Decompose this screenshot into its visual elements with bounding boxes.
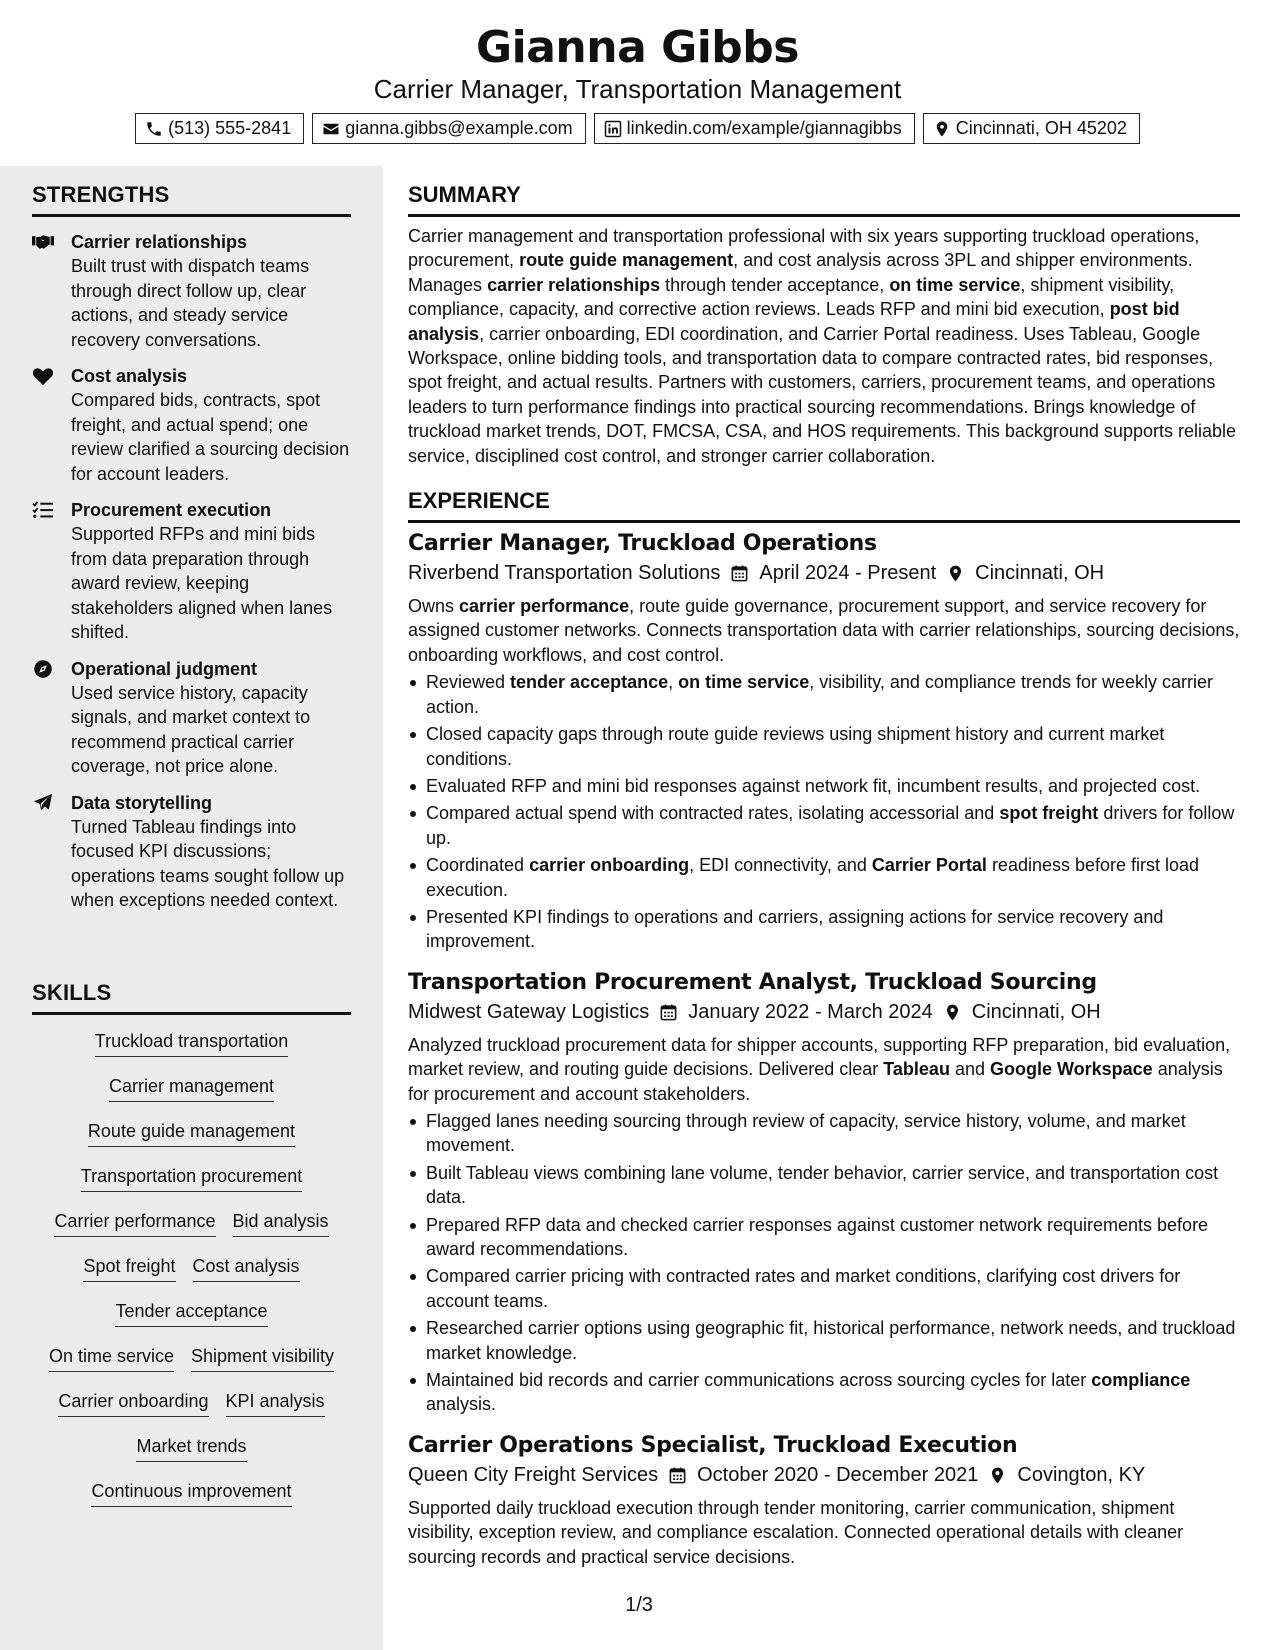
summary-text: , shipment visibility, compliance, capacity, and corrective action reviews. Leads RFP and mini bid execution, (408, 274, 1175, 320)
job-desc-text: Owns (408, 596, 460, 617)
summary-emphasis: on time service (889, 274, 1021, 295)
strength-title: Cost analysis (71, 366, 188, 386)
strength-item (32, 792, 351, 913)
experience-title: EXPERIENCE (408, 488, 1240, 523)
job-bullet (408, 1368, 1240, 1417)
job-bullet (408, 774, 1240, 798)
main-content (408, 166, 1240, 1569)
bullet-text: readiness before first load execution. (426, 855, 1200, 900)
handshake-icon (32, 232, 54, 252)
bullet-text: Built Tableau views combining lane volume, tender behavior, carrier service, and transportation cost data. (426, 1162, 1219, 1208)
bullet-text: Researched carrier options using geographic fit, historical performance, network needs, and truckload market knowledge. (426, 1318, 1236, 1363)
job-location: Cincinnati, OH (971, 1000, 1101, 1023)
skills-list (32, 1029, 351, 1524)
summary-emphasis: post bid analysis (408, 299, 1180, 344)
skill-row (32, 1389, 351, 1434)
job-desc-text: Analyzed truckload procurement data for shipper accounts, supporting RFP preparation, bid evaluation, market review, and routing guide decisions. Delivered clear (408, 1034, 1231, 1080)
skill-row (32, 1209, 351, 1254)
paper-plane-icon (32, 793, 54, 813)
job-entry (408, 1433, 1240, 1569)
contact-phone[interactable] (135, 113, 304, 144)
job-bullet (408, 905, 1240, 954)
bullet-text: Prepared RFP data and checked carrier responses against customer network requirements before award recommendations. (426, 1214, 1209, 1259)
map-pin-icon (943, 1003, 962, 1022)
strength-title: Data storytelling (71, 792, 213, 813)
skill-row (32, 1344, 351, 1389)
job-bullet (408, 670, 1240, 719)
job-bullet (408, 1161, 1240, 1210)
skill-row (32, 1029, 351, 1074)
skill-row (32, 1299, 351, 1344)
job-bullet (408, 1264, 1240, 1313)
job-bullet (408, 801, 1240, 850)
contact-bar (0, 113, 1275, 144)
bullet-emphasis: compliance (1091, 1370, 1191, 1391)
contact-location-text: Cincinnati, OH 45202 (955, 118, 1127, 138)
sidebar (0, 166, 383, 1650)
candidate-role: Carrier Manager, Transportation Management (373, 74, 902, 104)
skill-tag: Continuous improvement (91, 1479, 291, 1507)
job-desc-text: Supported daily truckload execution through tender monitoring, carrier communication, shipment visibility, exception review, and compliance escalation. Connected operational details with cleaner sourcing records and practical service decisions. (408, 1497, 1184, 1567)
skills-title: SKILLS (32, 980, 351, 1015)
skills-section (32, 980, 351, 1524)
job-bullet (408, 1109, 1240, 1158)
bullet-text: , (668, 672, 679, 693)
skill-tag: Spot freight (83, 1254, 175, 1282)
jobs-list (408, 531, 1240, 1569)
contact-email[interactable] (312, 113, 585, 144)
summary-text (408, 224, 1240, 468)
skill-tag: Carrier onboarding (58, 1389, 208, 1417)
job-location: Covington, KY (1017, 1463, 1146, 1486)
strengths-title: STRENGTHS (32, 182, 351, 217)
job-dates: April 2024 - Present (759, 562, 937, 585)
skill-row (32, 1074, 351, 1119)
skill-row (32, 1254, 351, 1299)
page-number: 1/3 (625, 1594, 653, 1616)
strength-item (32, 231, 351, 352)
skill-tag: Tender acceptance (115, 1299, 267, 1327)
job-dates: January 2022 - March 2024 (688, 1000, 933, 1023)
summary-section (408, 182, 1240, 468)
bullet-text: Compared carrier pricing with contracted rates and market conditions, clarifying cost drivers for account teams. (426, 1266, 1181, 1311)
bullet-emphasis: spot freight (999, 803, 1099, 824)
strengths-section (32, 182, 351, 913)
calendar-icon (730, 564, 749, 583)
contact-linkedin-text: linkedin.com/example/giannagibbs (626, 118, 902, 138)
strength-title: Operational judgment (71, 658, 258, 679)
bullet-text: Flagged lanes needing sourcing through review of capacity, service history, volume, and market movement. (426, 1110, 1186, 1156)
summary-text: through tender acceptance, (660, 274, 890, 295)
job-entry (408, 531, 1240, 954)
job-bullet (408, 1213, 1240, 1262)
contact-location (923, 113, 1140, 144)
strength-item (32, 658, 351, 779)
checklist-icon (32, 500, 54, 520)
job-bullet (408, 853, 1240, 902)
calendar-icon (659, 1003, 678, 1022)
job-location: Cincinnati, OH (975, 562, 1105, 585)
job-company: Queen City Freight Services (408, 1463, 659, 1486)
strength-desc: Supported RFPs and mini bids from data preparation through award review, keeping stakeholders aligned when lanes shifted. (71, 524, 333, 642)
job-desc-emphasis: Tableau (883, 1059, 950, 1080)
strength-desc: Used service history, capacity signals, and market context to recommend practical carrier coverage, not price alone. (71, 682, 311, 776)
skill-tag: Carrier performance (54, 1209, 215, 1237)
job-desc-text: analysis for procurement and account stakeholders. (408, 1059, 1223, 1104)
bullet-emphasis: on time service (678, 672, 810, 693)
contact-linkedin[interactable] (594, 113, 915, 144)
job-company: Riverbend Transportation Solutions (408, 562, 721, 585)
contact-email-text: gianna.gibbs@example.com (345, 118, 573, 138)
job-dates: October 2020 - December 2021 (697, 1463, 979, 1486)
skill-tag: Truckload transportation (95, 1029, 288, 1057)
job-bullets (408, 1109, 1240, 1417)
strength-item (32, 499, 351, 645)
skill-tag: Shipment visibility (191, 1344, 334, 1372)
summary-text: Carrier management and transportation professional with six years supporting truckload operations, procurement, (408, 226, 1200, 271)
skill-tag: Route guide management (88, 1119, 295, 1147)
job-title: Carrier Manager, Truckload Operations (408, 531, 877, 557)
skill-tag: KPI analysis (226, 1389, 325, 1417)
summary-text: , carrier onboarding, EDI coordination, and Carrier Portal readiness. Uses Tableau, Google Workspace, online bidding tools, and transportation data to compare contracted rates, bid responses, spot freight, and actual results. Partners with customers, carriers, procurement teams, and operations leaders to turn performance findings into practical sourcing recommendations. Brings knowledge of truckload market trends, DOT, FMCSA, CSA, and HOS requirements. This background supports reliable service, disciplined cost control, and stronger carrier collaboration. (408, 323, 1237, 466)
bullet-text: Coordinated (426, 855, 530, 876)
skill-tag: Market trends (136, 1434, 246, 1462)
bullet-text: Evaluated RFP and mini bid responses against network fit, incumbent results, and projected cost. (426, 775, 1201, 796)
bullet-text: , visibility, and compliance trends for weekly carrier action. (426, 672, 1214, 717)
job-bullet (408, 722, 1240, 771)
job-meta (408, 1464, 1240, 1487)
envelope-icon (322, 120, 340, 138)
bullet-text: , EDI connectivity, and (689, 855, 872, 876)
skill-tag: Carrier management (109, 1074, 274, 1102)
compass-icon (32, 659, 54, 679)
heart-icon (32, 366, 54, 386)
bullet-emphasis: tender acceptance (510, 672, 669, 693)
skill-row (32, 1164, 351, 1209)
summary-emphasis: carrier relationships (487, 274, 661, 295)
strength-title: Carrier relationships (71, 232, 248, 252)
job-description (408, 594, 1240, 667)
strength-title: Procurement execution (71, 500, 272, 520)
bullet-emphasis: carrier onboarding (529, 855, 690, 876)
map-pin-icon (988, 1466, 1007, 1485)
linkedin-icon (604, 120, 622, 138)
job-company: Midwest Gateway Logistics (408, 1000, 650, 1023)
skill-row (32, 1434, 351, 1479)
bullet-text: Maintained bid records and carrier communications across sourcing cycles for later (426, 1370, 1092, 1391)
map-pin-icon (946, 564, 965, 583)
skill-tag: On time service (49, 1344, 174, 1372)
job-title: Carrier Operations Specialist, Truckload Execution (408, 1432, 1018, 1458)
job-desc-emphasis: carrier performance (459, 596, 630, 617)
phone-icon (145, 120, 163, 138)
bullet-text: Compared actual spend with contracted rates, isolating accessorial and (426, 803, 1000, 824)
bullet-text: Closed capacity gaps through route guide reviews using shipment history and current market conditions. (426, 724, 1165, 769)
strength-desc: Compared bids, contracts, spot freight, and actual spend; one review clarified a sourcing decision for account leaders. (71, 390, 350, 484)
bullet-emphasis: Carrier Portal (871, 855, 987, 876)
summary-text: , and cost analysis across 3PL and shipper environments. Manages (408, 250, 1193, 295)
experience-section (408, 488, 1240, 1569)
skill-tag: Transportation procurement (81, 1164, 302, 1192)
job-desc-text: , route guide governance, procurement support, and service recovery for assigned customer networks. Connects transportation data with carrier relationships, sourcing decisions, onboarding workflows, and cost control. (408, 596, 1240, 665)
skill-tag: Cost analysis (193, 1254, 300, 1282)
job-desc-emphasis: Google Workspace (989, 1059, 1153, 1080)
resume-header (0, 0, 1275, 166)
job-entry (408, 970, 1240, 1417)
job-bullets (408, 670, 1240, 953)
calendar-icon (668, 1466, 687, 1485)
skill-tag: Bid analysis (233, 1209, 329, 1237)
skill-row (32, 1119, 351, 1164)
bullet-text: Reviewed (426, 672, 511, 693)
job-meta (408, 1001, 1240, 1024)
bullet-text: analysis. (426, 1394, 497, 1415)
job-meta (408, 562, 1240, 585)
skill-row (32, 1479, 351, 1524)
strength-desc: Turned Tableau findings into focused KPI discussions; operations teams sought follow up when exceptions needed context. (71, 816, 345, 910)
candidate-name: Gianna Gibbs (476, 22, 799, 73)
job-description (408, 1033, 1240, 1106)
bullet-text: Presented KPI findings to operations and carriers, assigning actions for service recovery and improvement. (426, 906, 1164, 952)
contact-phone-text: (513) 555-2841 (168, 118, 292, 138)
job-title: Transportation Procurement Analyst, Truckload Sourcing (408, 969, 1097, 995)
job-desc-text: and (949, 1059, 990, 1080)
map-pin-icon (933, 120, 951, 138)
strength-item (32, 365, 351, 486)
summary-emphasis: route guide management (519, 250, 734, 271)
job-bullet (408, 1316, 1240, 1365)
strength-desc: Built trust with dispatch teams through direct follow up, clear actions, and steady service recovery conversations. (71, 256, 310, 350)
summary-title: SUMMARY (408, 182, 1240, 217)
bullet-text: drivers for follow up. (426, 803, 1235, 848)
job-description (408, 1496, 1240, 1569)
